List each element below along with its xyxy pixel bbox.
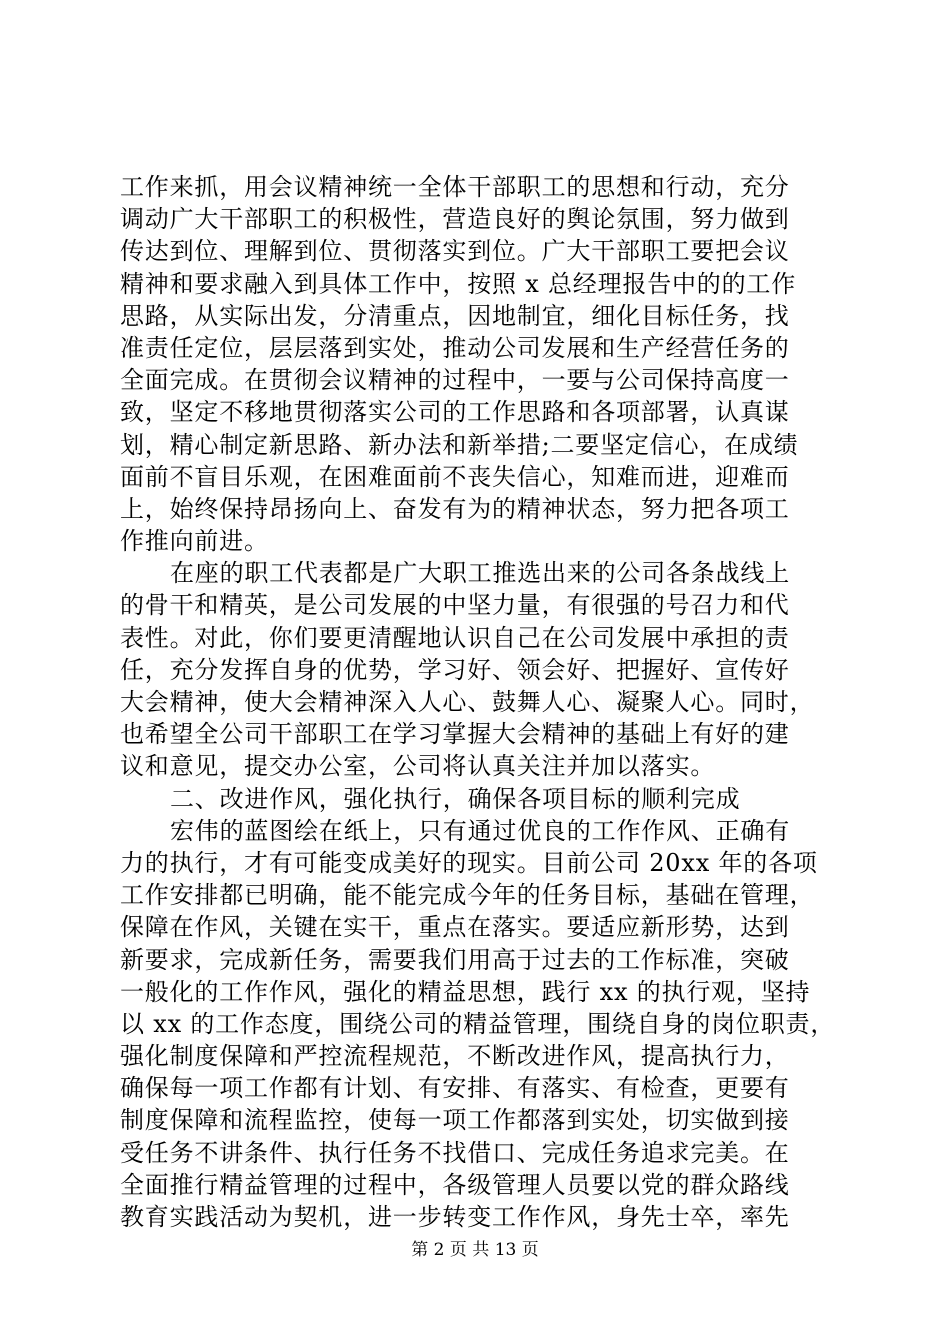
section-heading: 二、改进作风，强化执行，确保各项目标的顺利完成 [170, 784, 741, 813]
text-line: 面前不盲目乐观，在困难面前不丧失信心，知难而进，迎难而 [120, 462, 790, 491]
text-line: 保障在作风，关键在实干，重点在落实。要适应新形势，达到 [120, 913, 790, 942]
text-line: 全面完成。在贯彻会议精神的过程中，一要与公司保持高度一 [120, 366, 790, 395]
text-line: 工作来抓，用会议精神统一全体干部职工的思想和行动，充分 [120, 173, 790, 201]
text-line: 以 xx 的工作态度，围绕公司的精益管理，围绕自身的岗位职责， [120, 1009, 836, 1038]
text-line: 力的执行，才有可能变成美好的现实。目前公司 20xx 年的各项 [120, 848, 818, 877]
text-line: 传达到位、理解到位、贯彻落实到位。广大干部职工要把会议 [120, 237, 790, 266]
text-line: 的骨干和精英，是公司发展的中坚力量，有很强的号召力和代 [120, 591, 790, 620]
text-line: 也希望全公司干部职工在学习掌握大会精神的基础上有好的建 [120, 720, 790, 749]
text-line: 受任务不讲条件、执行任务不找借口、完成任务追求完美。在 [120, 1138, 790, 1167]
text-line: 制度保障和流程监控，使每一项工作都落到实处，切实做到接 [120, 1106, 790, 1135]
text-line: 致，坚定不移地贯彻落实公司的工作思路和各项部署，认真谋 [120, 398, 790, 427]
paragraph-first-line: 宏伟的蓝图绘在纸上，只有通过优良的工作作风、正确有 [170, 816, 790, 845]
text-line: 准责任定位，层层落到实处，推动公司发展和生产经营任务的 [120, 333, 790, 362]
text-line: 作推向前进。 [120, 527, 269, 556]
text-line: 新要求，完成新任务，需要我们用高于过去的工作标准，突破 [120, 945, 790, 974]
document-body [120, 171, 834, 1233]
text-line: 议和意见，提交办公室，公司将认真关注并加以落实。 [120, 752, 716, 781]
text-line: 教育实践活动为契机，进一步转变工作作风，身先士卒，率先 [120, 1203, 790, 1231]
text-line: 强化制度保障和严控流程规范，不断改进作风，提高执行力， [120, 1042, 790, 1071]
text-line: 一般化的工作作风，强化的精益思想，践行 xx 的执行观，坚持 [120, 977, 811, 1006]
text-line: 上，始终保持昂扬向上、奋发有为的精神状态，努力把各项工 [120, 494, 790, 523]
text-line: 工作安排都已明确，能不能完成今年的任务目标，基础在管理， [120, 881, 815, 910]
text-line: 确保每一项工作都有计划、有安排、有落实、有检查，更要有 [120, 1074, 790, 1103]
paragraph-first-line: 在座的职工代表都是广大职工推选出来的公司各条战线上 [170, 559, 790, 588]
text-line: 划，精心制定新思路、新办法和新举措;二要坚定信心，在成绩 [120, 430, 799, 459]
page-number-footer: 第 2 页 共 13 页 [411, 1240, 539, 1260]
text-line: 任，充分发挥自身的优势，学习好、领会好、把握好、宣传好 [120, 655, 790, 684]
text-line: 大会精神，使大会精神深入人心、鼓舞人心、凝聚人心。同时， [120, 688, 815, 716]
text-line: 全面推行精益管理的过程中，各级管理人员要以党的群众路线 [120, 1170, 790, 1199]
text-line: 精神和要求融入到具体工作中，按照 x 总经理报告中的的工作 [120, 269, 796, 298]
text-line: 调动广大干部职工的积极性，营造良好的舆论氛围，努力做到 [120, 205, 790, 234]
text-line: 思路，从实际出发，分清重点，因地制宜，细化目标任务，找 [120, 301, 790, 330]
text-line: 表性。对此，你们要更清醒地认识自己在公司发展中承担的责 [120, 623, 790, 652]
